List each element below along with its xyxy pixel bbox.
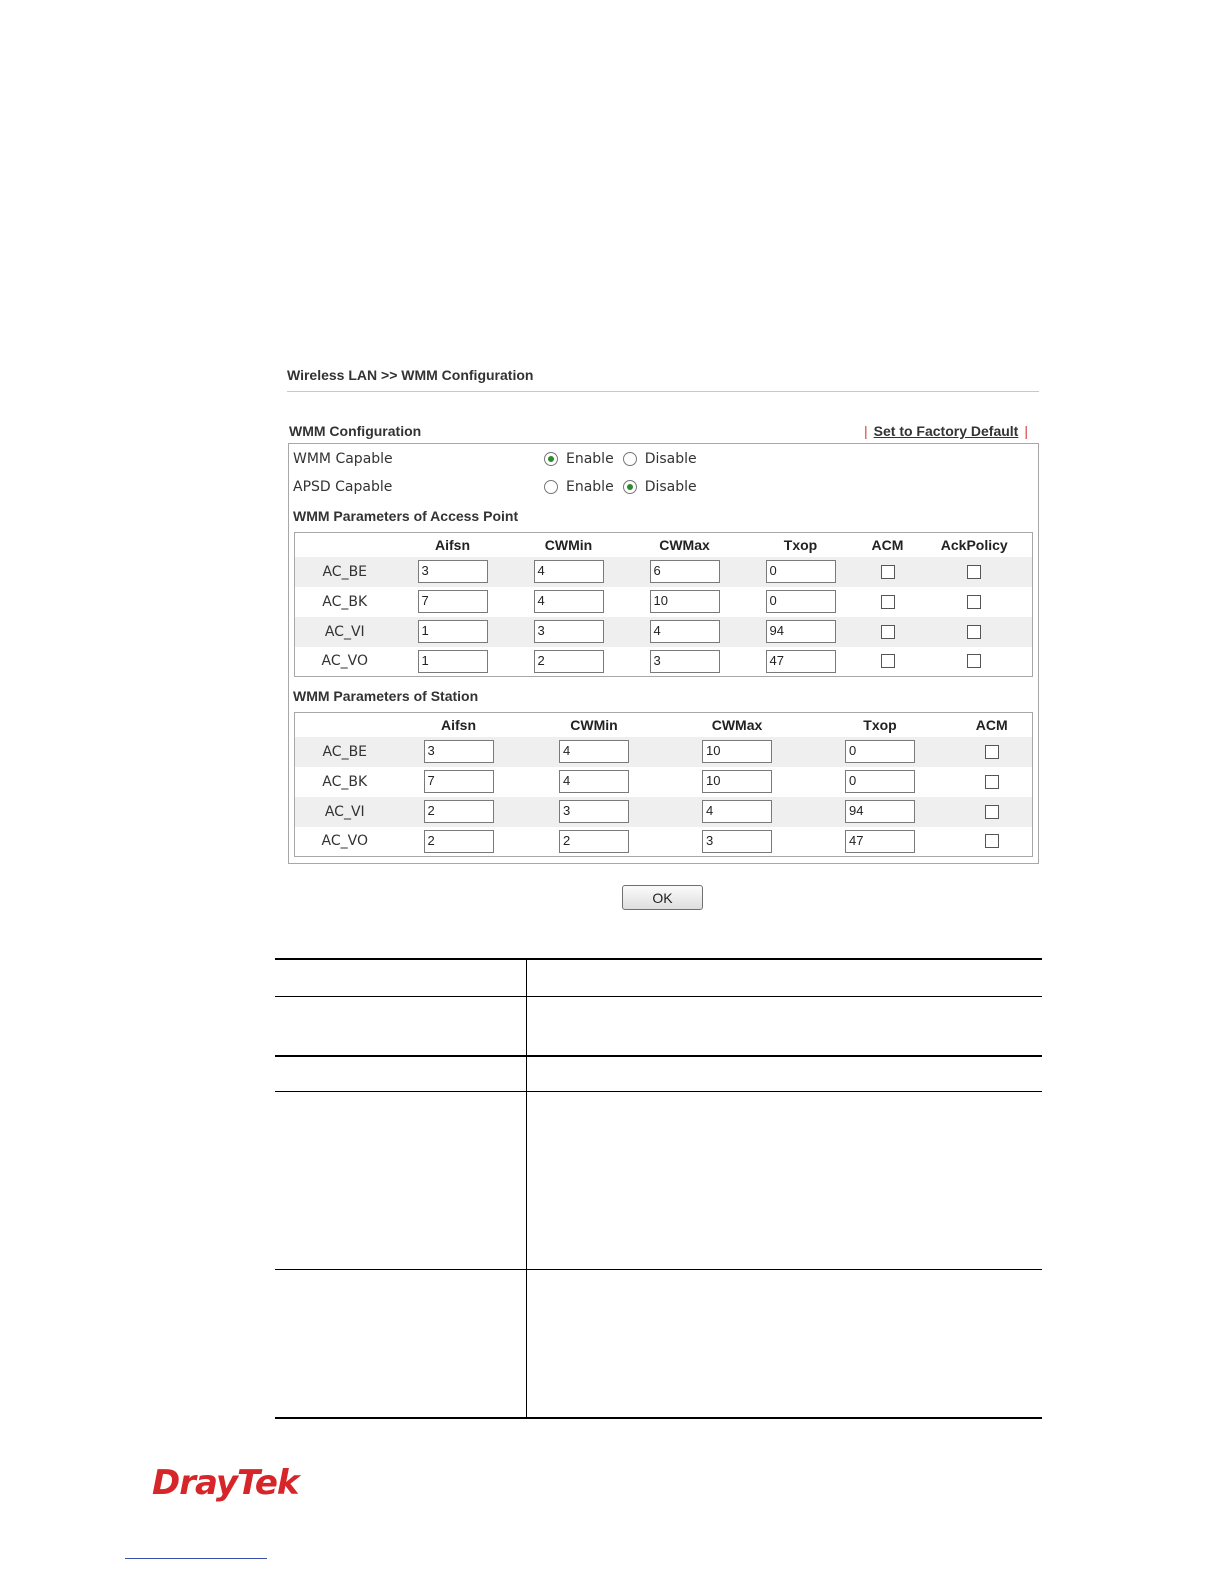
station-params-table [294, 712, 1033, 857]
aifsn-input[interactable]: 3 [418, 560, 488, 583]
acm-checkbox[interactable] [985, 805, 999, 819]
acm-checkbox[interactable] [985, 775, 999, 789]
cell [395, 827, 523, 857]
col-header-acm: ACM [975, 716, 1008, 733]
cell [511, 647, 627, 677]
cell [809, 737, 952, 767]
cell [859, 587, 917, 617]
table-row [295, 587, 1033, 617]
cell [859, 647, 917, 677]
ackpolicy-checkbox[interactable] [967, 565, 981, 579]
cell [666, 737, 809, 767]
row-label: AC_BK [322, 593, 368, 610]
cell [859, 617, 917, 647]
cell [666, 797, 809, 827]
ap-params-rows [295, 557, 1033, 677]
doc-table-row-rule [275, 1091, 1042, 1092]
apsd-capable-disable-radio[interactable] [623, 480, 637, 494]
doc-table-column-divider [526, 959, 527, 1418]
cwmin-input[interactable]: 4 [559, 770, 629, 793]
cell [917, 617, 1033, 647]
station-params-rows [295, 737, 1033, 857]
cell [395, 557, 511, 587]
doc-table-row-rule [275, 1055, 1042, 1057]
apsd-capable-options [544, 479, 706, 495]
ap-params-title: WMM Parameters of Access Point [293, 508, 519, 524]
cwmin-input[interactable]: 2 [559, 830, 629, 853]
cell [859, 557, 917, 587]
cell [743, 587, 859, 617]
row-label: AC_BE [295, 737, 395, 767]
cwmin-input[interactable]: 4 [534, 560, 604, 583]
cell [511, 557, 627, 587]
cwmax-input[interactable]: 6 [650, 560, 720, 583]
txop-input[interactable]: 94 [845, 800, 915, 823]
table-row [295, 737, 1033, 767]
col-header-aifsn: Aifsn [441, 716, 476, 733]
cell [627, 617, 743, 647]
cwmax-input[interactable]: 4 [702, 800, 772, 823]
col-header-aifsn: Aifsn [435, 536, 470, 553]
acm-checkbox[interactable] [985, 834, 999, 848]
wmm-capable-label: WMM Capable [293, 451, 393, 467]
cell [511, 587, 627, 617]
cell [809, 827, 952, 857]
row-label: AC_BK [322, 773, 368, 790]
cell [523, 827, 666, 857]
cwmax-input[interactable]: 3 [702, 830, 772, 853]
cwmin-input[interactable]: 4 [534, 590, 604, 613]
col-header-ackpolicy: AckPolicy [940, 536, 1008, 553]
pipe-right: | [1024, 423, 1028, 439]
txop-input[interactable]: 0 [845, 770, 915, 793]
aifsn-input[interactable]: 2 [424, 830, 494, 853]
col-header-cwmin: CWMin [544, 536, 593, 553]
txop-input[interactable]: 94 [766, 620, 836, 643]
txop-input[interactable]: 47 [766, 650, 836, 673]
wmm-capable-disable-radio[interactable] [623, 452, 637, 466]
corner-header [295, 533, 395, 557]
txop-input[interactable]: 0 [766, 560, 836, 583]
aifsn-input[interactable]: 7 [424, 770, 494, 793]
breadcrumb: Wireless LAN >> WMM Configuration [287, 367, 534, 383]
cell [666, 827, 809, 857]
cell [523, 737, 666, 767]
txop-input[interactable]: 0 [766, 590, 836, 613]
row-label: AC_VO [321, 653, 368, 670]
col-header-cwmax: CWMax [659, 536, 710, 553]
cell [395, 647, 511, 677]
ok-button[interactable]: OK [622, 885, 703, 910]
table-row [295, 557, 1033, 587]
cell [395, 587, 511, 617]
draytek-logo: DrayTek [152, 1463, 299, 1503]
doc-table-row-rule [275, 1269, 1042, 1270]
cell [666, 767, 809, 797]
cell [809, 767, 952, 797]
aifsn-input[interactable]: 7 [418, 590, 488, 613]
table-row [295, 617, 1033, 647]
cell [523, 767, 666, 797]
radio-label: Disable [644, 479, 697, 495]
table-row [295, 767, 1033, 797]
ackpolicy-checkbox[interactable] [967, 595, 981, 609]
row-label: AC_BE [295, 557, 395, 587]
breadcrumb-divider [287, 391, 1039, 392]
table-row [295, 827, 1033, 857]
cell [743, 647, 859, 677]
row-label: AC_VI [295, 617, 395, 647]
col-header-acm: ACM [871, 536, 904, 553]
cell [627, 587, 743, 617]
wmm-capable-options [544, 451, 706, 467]
acm-checkbox[interactable] [881, 625, 895, 639]
acm-checkbox[interactable] [881, 565, 895, 579]
col-header-txop: Txop [783, 536, 818, 553]
radio-label: Disable [644, 451, 697, 467]
acm-checkbox[interactable] [881, 654, 895, 668]
acm-checkbox[interactable] [881, 595, 895, 609]
cwmin-input[interactable]: 2 [534, 650, 604, 673]
aifsn-input[interactable]: 3 [424, 740, 494, 763]
section-title: WMM Configuration [289, 423, 422, 439]
cell [917, 587, 1033, 617]
cell [952, 827, 1033, 857]
cwmax-input[interactable]: 4 [650, 620, 720, 643]
col-header-cwmax: CWMax [711, 716, 763, 733]
cwmax-input[interactable]: 10 [650, 590, 720, 613]
row-label: AC_VI [295, 797, 395, 827]
aifsn-input[interactable]: 1 [418, 650, 488, 673]
apsd-capable-enable-radio[interactable] [544, 480, 558, 494]
cell [809, 797, 952, 827]
aifsn-input[interactable]: 1 [418, 620, 488, 643]
table-row [295, 797, 1033, 827]
txop-input[interactable]: 0 [845, 740, 915, 763]
doc-table-row-rule [275, 996, 1042, 997]
factory-default-bar [858, 423, 1034, 439]
cell [917, 557, 1033, 587]
apsd-capable-label: APSD Capable [293, 479, 393, 495]
cwmin-input[interactable]: 3 [534, 620, 604, 643]
doc-table-bottom-rule [275, 1417, 1042, 1419]
col-header-cwmin: CWMin [570, 716, 618, 733]
cell [627, 557, 743, 587]
cell [523, 797, 666, 827]
cell [952, 737, 1033, 767]
station-params-title: WMM Parameters of Station [293, 688, 479, 704]
cell [395, 797, 523, 827]
cell [743, 557, 859, 587]
acm-checkbox[interactable] [985, 745, 999, 759]
cwmax-input[interactable]: 10 [702, 770, 772, 793]
ackpolicy-checkbox[interactable] [967, 625, 981, 639]
cell [952, 797, 1033, 827]
ackpolicy-checkbox[interactable] [967, 654, 981, 668]
row-label: AC_VO [321, 833, 368, 850]
cell [511, 617, 627, 647]
doc-table-top-rule [275, 958, 1042, 960]
cwmin-input[interactable]: 3 [559, 800, 629, 823]
cell [917, 647, 1033, 677]
aifsn-input[interactable]: 2 [424, 800, 494, 823]
cell [395, 767, 523, 797]
ap-params-table [294, 532, 1033, 677]
txop-input[interactable]: 47 [845, 830, 915, 853]
cell [952, 767, 1033, 797]
cell [395, 737, 523, 767]
radio-label: Enable [566, 479, 614, 495]
cwmin-input[interactable]: 4 [559, 740, 629, 763]
cell [743, 617, 859, 647]
cwmax-input[interactable]: 3 [650, 650, 720, 673]
factory-default-link[interactable]: Set to Factory Default [873, 423, 1019, 439]
cell [627, 647, 743, 677]
pipe-left: | [864, 423, 868, 439]
table-row [295, 647, 1033, 677]
col-header-txop: Txop [863, 716, 897, 733]
radio-label: Enable [566, 451, 614, 467]
footer-rule [125, 1558, 267, 1559]
cwmax-input[interactable]: 10 [702, 740, 772, 763]
corner-header [295, 713, 395, 737]
cell [395, 617, 511, 647]
wmm-capable-enable-radio[interactable] [544, 452, 558, 466]
